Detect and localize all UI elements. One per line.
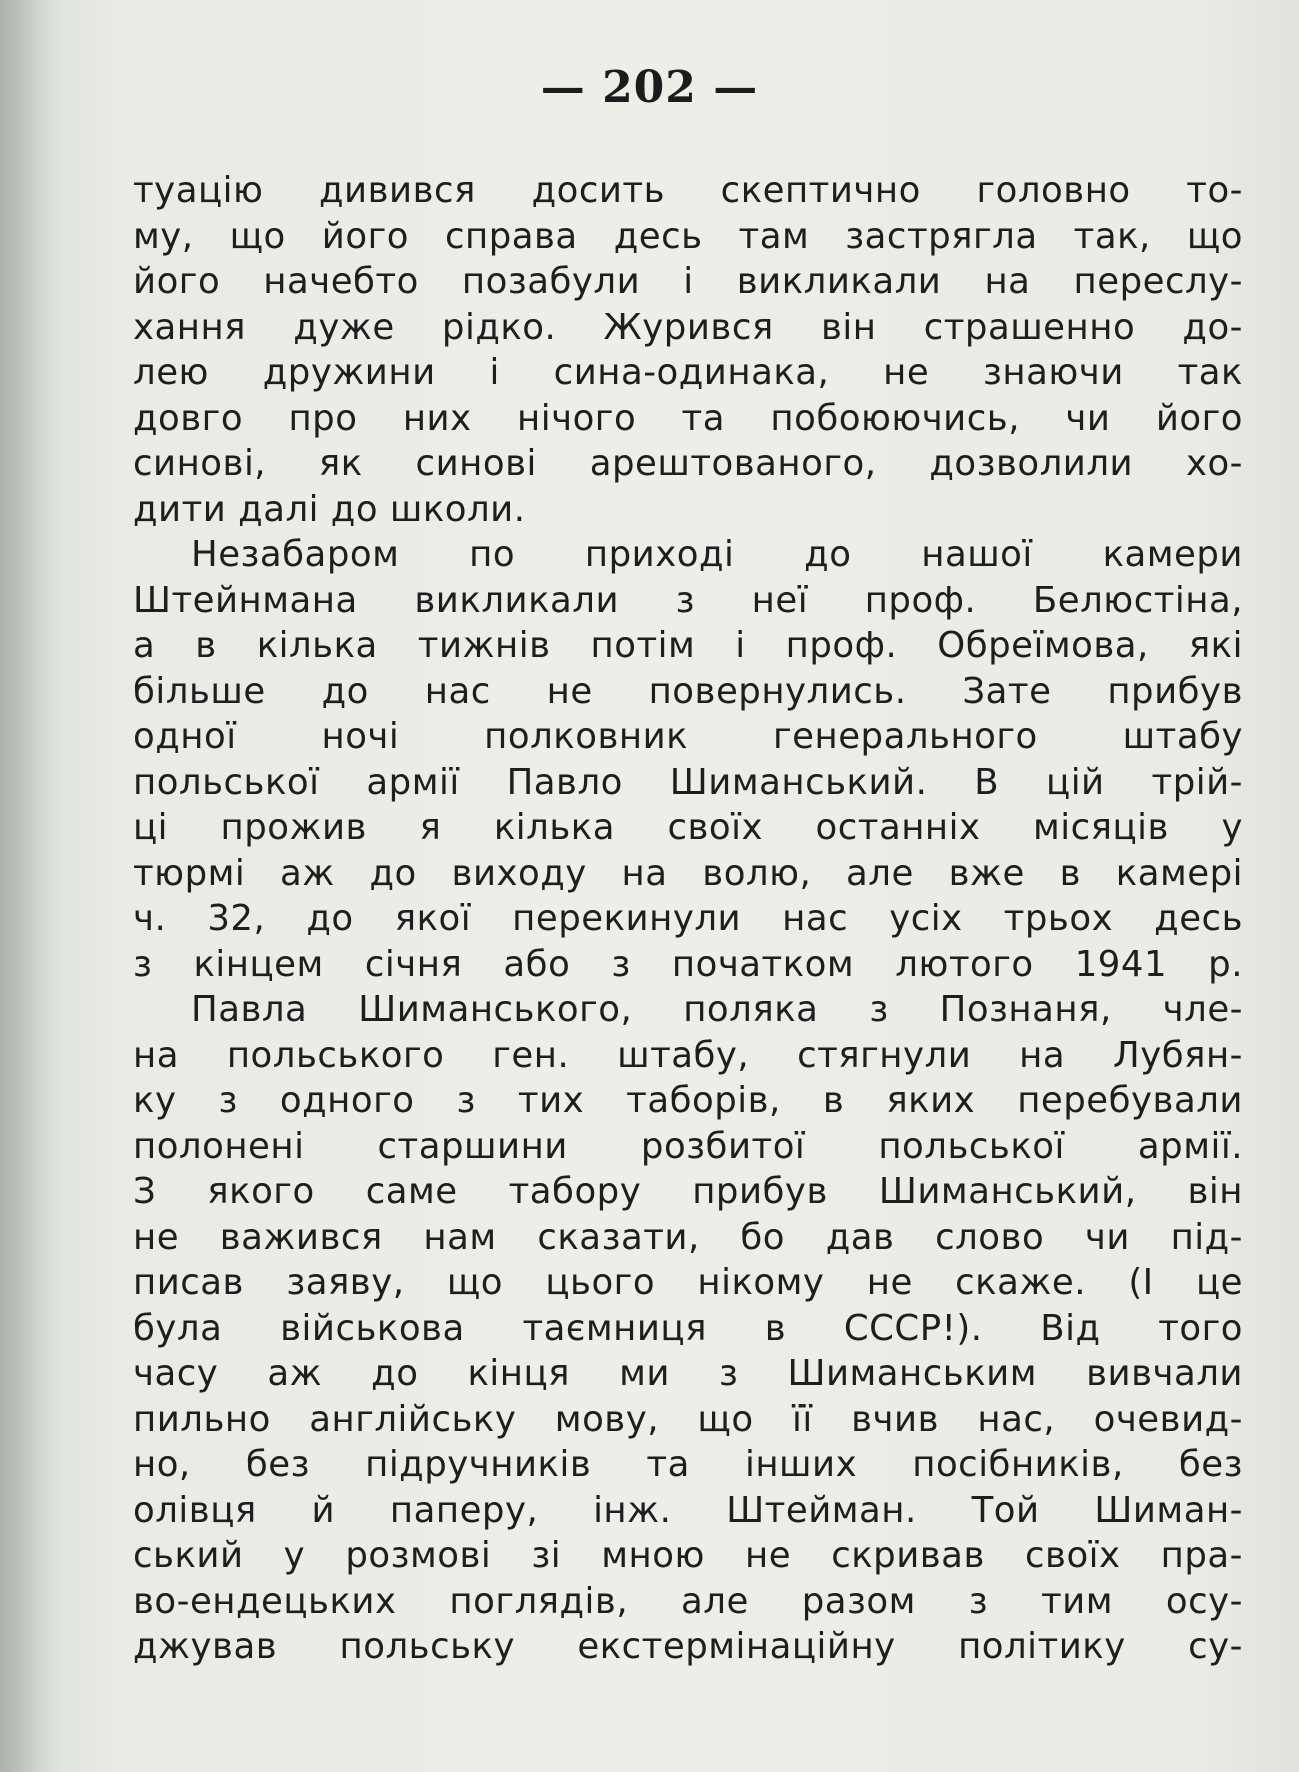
text-line: тюрмі аж до виходу на волю, але вже в камері (133, 852, 1243, 894)
text-line: З якого саме табору прибув Шиманський, він (133, 1171, 1243, 1212)
text-line: Незабаром по приході до нашої камери (191, 534, 1243, 575)
text-line: Штейнмана викликали з неї проф. Белюстіна, (133, 579, 1243, 621)
body-text (133, 168, 1243, 1670)
text-line: джував польську екстермінаційну політику су- (133, 1626, 1243, 1667)
text-line: туацію дивився досить скептично головно то- (133, 170, 1243, 211)
text-line: ці прожив я кілька своїх останніх місяців у (133, 807, 1243, 848)
text-line: но, без підручників та інших посібників, без (133, 1444, 1243, 1485)
text-line: а в кілька тижнів потім і проф. Обреїмова, які (133, 625, 1243, 666)
text-line: не важився нам сказати, бо дав слово чи під- (133, 1216, 1243, 1258)
text-line: пильно англійську мову, що її вчив нас, очевид- (133, 1398, 1243, 1440)
text-line: хання дуже рідко. Журився він страшенно до- (133, 306, 1243, 348)
text-line: ський у розмові зі мною не скривав своїх пра- (133, 1535, 1243, 1576)
text-line: му, що його справа десь там застрягла так, що (133, 215, 1243, 257)
text-line: ку з одного з тих таборів, в яких перебували (133, 1080, 1243, 1121)
text-line: довго про них нічого та побоюючись, чи його (133, 397, 1243, 439)
text-line: польської армії Павло Шиманський. В цій трій- (133, 761, 1243, 803)
text-line: Павла Шиманського, поляка з Познаня, чле- (191, 989, 1243, 1030)
text-line: лею дружини і сина-одинака, не знаючи так (133, 352, 1243, 393)
text-line: була військова таємниця в СССР!). Від того (133, 1307, 1243, 1349)
text-line: одної ночі полковник генерального штабу (133, 716, 1243, 757)
text-line: во-ендецьких поглядів, але разом з тим осу- (133, 1580, 1243, 1622)
text-line: на польського ген. штабу, стягнули на Лубян- (133, 1034, 1243, 1076)
text-line: олівця й паперу, інж. Штейман. Той Шиман- (133, 1489, 1243, 1531)
text-line: писав заяву, що цього нікому не скаже. (І це (133, 1262, 1243, 1303)
text-line: більше до нас не повернулись. Зате прибув (133, 670, 1243, 712)
text-line: синові, як синові арештованого, дозволили хо- (133, 443, 1243, 484)
text-line: полонені старшини розбитої польської армії. (133, 1125, 1243, 1167)
text-line: часу аж до кінця ми з Шиманським вивчали (133, 1353, 1243, 1394)
page-number: — 202 — (540, 62, 759, 113)
text-line: ч. 32, до якої перекинули нас усіх трьох десь (133, 898, 1243, 939)
text-line: дити далі до школи. (133, 488, 526, 530)
text-line: з кінцем січня або з початком лютого 1941 р. (133, 943, 1243, 985)
text-line: його начебто позабули і викликали на переслу- (133, 261, 1243, 302)
page-binding-shadow (0, 0, 60, 1772)
